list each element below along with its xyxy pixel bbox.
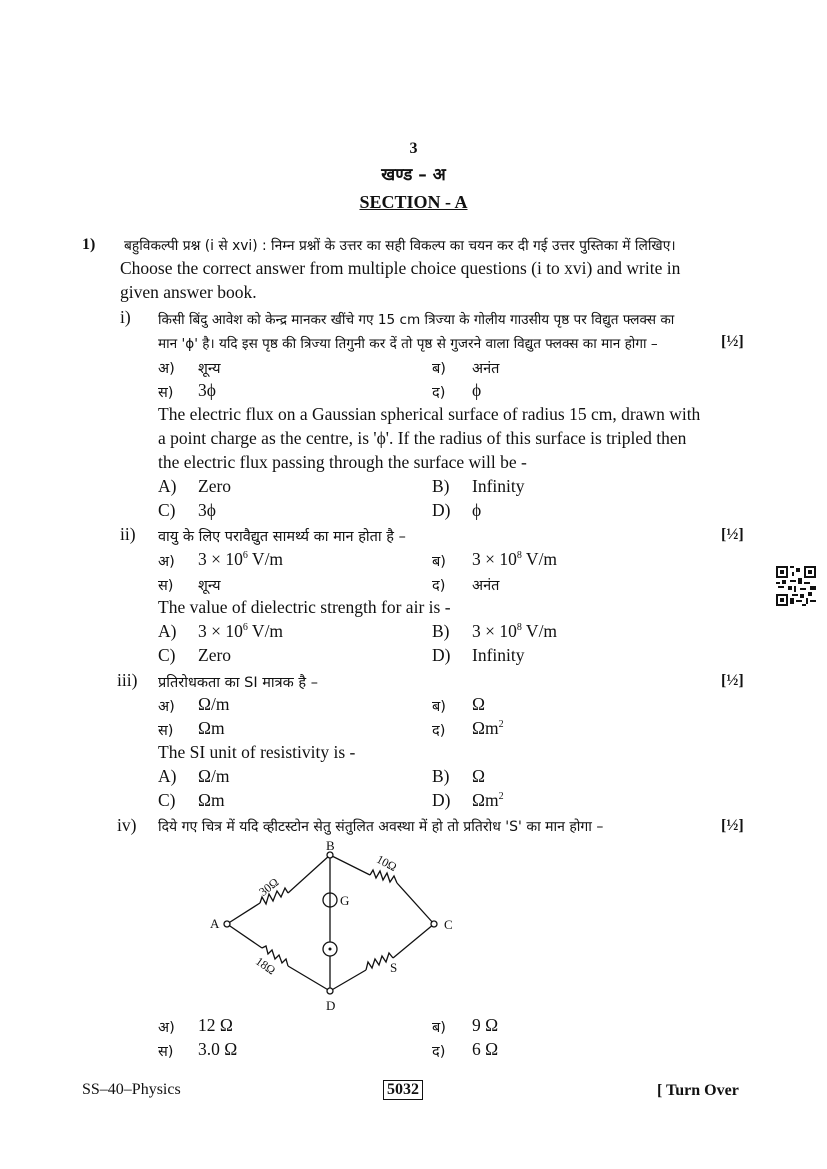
qiii-en-option-label: B) (432, 766, 450, 786)
qiii-english: The SI unit of resistivity is - (158, 742, 356, 762)
qiv-option-text: 3.0 Ω (198, 1039, 238, 1059)
qii-option-label: ब) (432, 554, 446, 570)
qi-en-option-text: ϕ (472, 500, 482, 520)
wire (288, 966, 330, 991)
wire (397, 883, 434, 924)
qiii-en-option-text: Ω (472, 766, 486, 786)
qiii-option-value: $\Omega m^2$ (472, 718, 504, 738)
resistor-10-label: 10Ω (374, 851, 400, 875)
qi-english-line-1: The electric flux on a Gaussian spherical surface of radius 15 cm, drawn with (158, 404, 701, 424)
qiv-hindi: दिये गए चित्र में यदि व्हीटस्टोन सेतु संतुलित अवस्था में हो तो प्रतिरोध 'S' का मान होगा – (158, 819, 604, 835)
qii-en-option-label: C) (158, 645, 176, 665)
qii-en-option-text: Infinity (472, 645, 525, 665)
qi-en-option-text: 3ϕ (198, 500, 216, 520)
qr-code-icon (776, 566, 816, 606)
qiii-option-label: स) (158, 723, 174, 739)
qii-en-option-text: Zero (198, 645, 232, 665)
qi-option-label: अ) (158, 361, 175, 377)
qiv-option-label: अ) (158, 1020, 175, 1036)
qi-option-text: शून्य (198, 361, 221, 377)
wire (330, 855, 370, 875)
node-c-label: C (444, 917, 453, 932)
qiii-option-label: द) (432, 723, 446, 739)
qiv-option-label: द) (432, 1044, 446, 1060)
node-a-terminal (224, 921, 230, 927)
qii-hindi: वायु के लिए परावैद्युत सामर्थ्य का मान होता है – (158, 529, 406, 545)
qiii-hindi: प्रतिरोधकता का SI मात्रक है – (158, 675, 318, 691)
question-number: 1) (82, 236, 96, 253)
qi-option-text: अनंत (472, 361, 500, 377)
wire (288, 855, 330, 893)
qiii-en-option-value: $\Omega m^2$ (472, 790, 504, 810)
qii-option-label: अ) (158, 554, 175, 570)
qii-en-option-value: $3 \times 10^6$ V/m (198, 621, 284, 641)
qi-option-text: ϕ (472, 380, 482, 400)
footer-turn-over: [ Turn Over (657, 1082, 739, 1099)
node-d-label: D (326, 998, 336, 1013)
qiii-en-option-label: D) (432, 790, 451, 810)
qiii-option-label: अ) (158, 699, 175, 715)
qiv-option-text: 6 Ω (472, 1039, 499, 1059)
qiii-en-option-text: Ωm (198, 790, 225, 810)
qiii-label: iii) (117, 670, 138, 690)
qiv-option-label: स) (158, 1044, 174, 1060)
qiv-option-text: 12 Ω (198, 1015, 233, 1035)
qi-en-option-text: Infinity (472, 476, 525, 496)
qiii-option-text: Ωm (198, 718, 225, 738)
q1-instruction-english-2: given answer book. (120, 282, 257, 302)
footer-subject-code: SS–40–Physics (82, 1081, 181, 1098)
qi-en-option-label: A) (158, 476, 177, 496)
qi-en-option-label: B) (432, 476, 450, 496)
qi-option-text: 3ϕ (198, 380, 216, 400)
qi-en-option-label: C) (158, 500, 176, 520)
qii-english: The value of dielectric strength for air is - (158, 597, 451, 617)
wheatstone-bridge-diagram (200, 838, 480, 1018)
q1-instruction-english-1: Choose the correct answer from multiple choice questions (i to xvi) and write in (120, 258, 681, 278)
q1-instruction-hindi: बहुविकल्पी प्रश्न (i से xvi) : निम्न प्रश्नों के उत्तर का सही विकल्प का चयन कर दी गई उत्तर पुस्तिका में लिखिए। (124, 238, 676, 254)
qii-en-option-value: $3 \times 10^8$ V/m (472, 621, 558, 641)
node-a-label: A (210, 916, 220, 931)
qii-option-text: शून्य (198, 578, 221, 594)
qi-option-label: स) (158, 385, 174, 401)
qi-english-line-3: the electric flux passing through the surface will be - (158, 452, 527, 472)
qi-option-label: द) (432, 385, 446, 401)
qi-hindi-line-1: किसी बिंदु आवेश को केन्द्र मानकर खींचे गए 15 cm त्रिज्या के गोलीय गाउसीय पृष्ठ पर विद्युत फ्लक्स का (158, 312, 675, 328)
wire (227, 903, 260, 924)
qii-label: ii) (120, 524, 136, 544)
qii-en-option-label: A) (158, 621, 177, 641)
qiii-option-text: Ω (472, 694, 486, 714)
qiv-marks: [½] (721, 817, 744, 834)
qii-option-value: $3 \times 10^8$ V/m (472, 549, 558, 569)
qi-marks: [½] (721, 333, 744, 350)
qii-en-option-label: B) (432, 621, 450, 641)
qi-en-option-label: D) (432, 500, 451, 520)
qiv-option-label: ब) (432, 1020, 446, 1036)
qi-label: i) (120, 307, 131, 327)
qii-option-text: अनंत (472, 578, 500, 594)
qiii-marks: [½] (721, 672, 744, 689)
qi-english-line-2: a point charge as the centre, is 'ϕ'. If the radius of this surface is tripled then (158, 428, 687, 448)
resistor-18-label: 18Ω (252, 953, 279, 978)
qiii-en-option-label: A) (158, 766, 177, 786)
qiii-option-label: ब) (432, 699, 446, 715)
qii-marks: [½] (721, 526, 744, 543)
qii-option-label: द) (432, 578, 446, 594)
qii-option-value: $3 \times 10^6$ V/m (198, 549, 284, 569)
wire (393, 924, 434, 958)
qi-en-option-text: Zero (198, 476, 232, 496)
node-b-label: B (326, 838, 335, 853)
qiii-option-text: Ω/m (198, 694, 230, 714)
node-c-terminal (431, 921, 437, 927)
section-title-english: SECTION - A (359, 192, 468, 212)
node-d-terminal (327, 988, 333, 994)
footer-page-code: 5032 (383, 1080, 423, 1100)
qiii-en-option-label: C) (158, 790, 176, 810)
qii-option-label: स) (158, 578, 174, 594)
resistor-s (366, 953, 393, 970)
qii-en-option-label: D) (432, 645, 451, 665)
qi-hindi-line-2: मान 'ϕ' है। यदि इस पृष्ठ की त्रिज्या तिगुनी कर दें तो पृष्ठ से गुजरने वाला विद्युत फ्लक्स का मान होगा – (158, 336, 658, 352)
wire (330, 970, 366, 991)
section-title-hindi: खण्ड – अ (381, 165, 446, 185)
qiii-en-option-text: Ω/m (198, 766, 230, 786)
qi-option-label: ब) (432, 361, 446, 377)
cell-dot (329, 948, 332, 951)
galvanometer-label: G (340, 893, 350, 908)
qiv-label: iv) (117, 815, 137, 835)
qiv-option-text: 9 Ω (472, 1015, 499, 1035)
resistor-30-label: 30Ω (256, 874, 282, 899)
wire (227, 924, 262, 948)
resistor-s-label: S (390, 960, 398, 975)
page-number: 3 (409, 140, 418, 157)
